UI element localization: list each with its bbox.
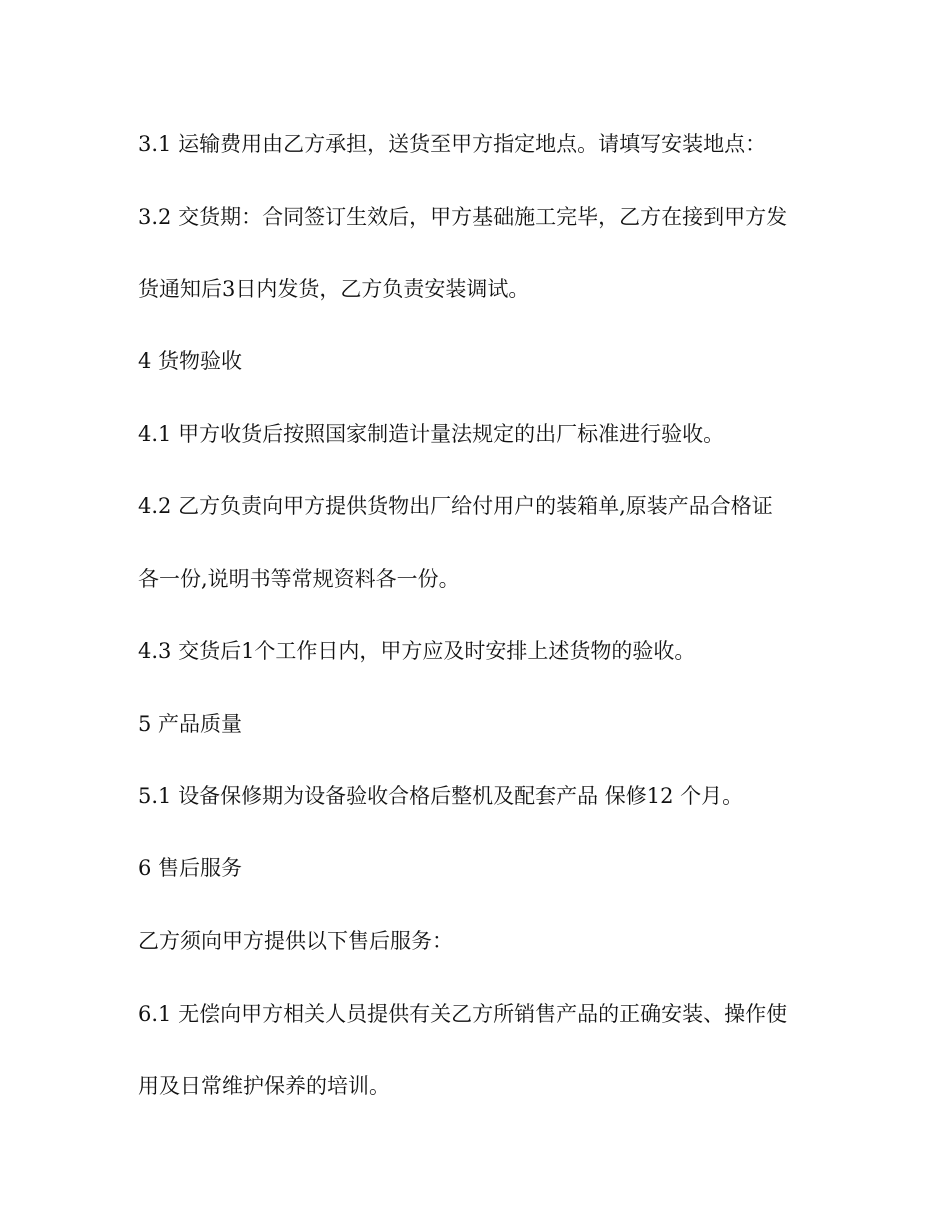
clause-4-2-documents: 4.2 乙方负责向甲方提供货物出厂给付用户的装箱单,原装产品合格证 — [138, 494, 773, 518]
section-5-heading: 5 产品质量 — [138, 712, 243, 736]
section-4-heading: 4 货物验收 — [138, 349, 243, 373]
clause-6-1-training: 6.1 无偿向甲方相关人员提供有关乙方所销售产品的正确安装、操作使 — [138, 1002, 788, 1026]
clause-4-1-inspection-standard: 4.1 甲方收货后按照国家制造计量法规定的出厂标准进行验收。 — [138, 422, 725, 446]
clause-4-3-acceptance-timing: 4.3 交货后1个工作日内，甲方应及时安排上述货物的验收。 — [138, 639, 696, 663]
clause-6-1-training-continued: 用及日常维护保养的培训。 — [138, 1074, 390, 1098]
after-sales-intro: 乙方须向甲方提供以下售后服务： — [138, 929, 453, 953]
section-6-heading: 6 售后服务 — [138, 856, 243, 880]
clause-3-2-delivery-period: 3.2 交货期：合同签订生效后，甲方基础施工完毕，乙方在接到甲方发 — [138, 205, 788, 229]
clause-3-2-delivery-period-continued: 货通知后3日内发货，乙方负责安装调试。 — [138, 277, 530, 301]
clause-5-1-warranty-period: 5.1 设备保修期为设备验收合格后整机及配套产品 保修12 个月。 — [138, 784, 744, 808]
clause-4-2-documents-continued: 各一份,说明书等常规资料各一份。 — [138, 567, 460, 591]
clause-3-1-transport-cost: 3.1 运输费用由乙方承担，送货至甲方指定地点。请填写安装地点： — [138, 132, 767, 156]
